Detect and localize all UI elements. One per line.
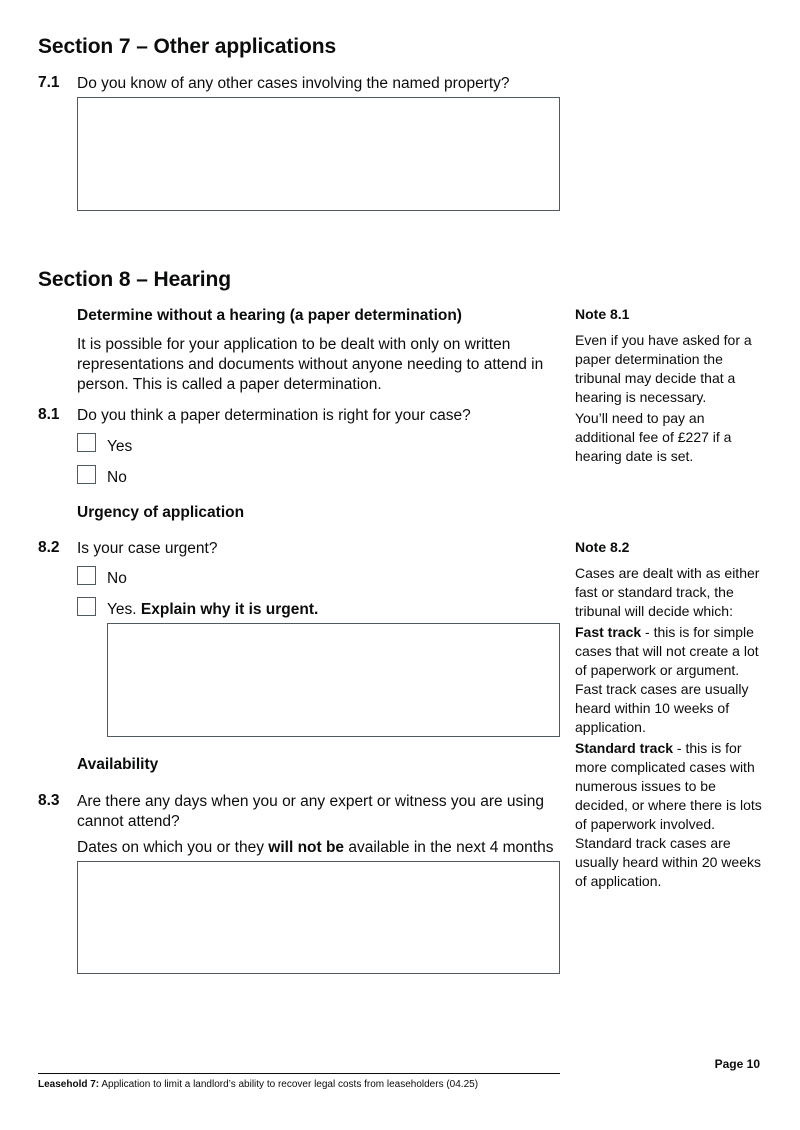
- question-number-8-3: 8.3: [38, 792, 60, 809]
- urgent-yes-checkbox[interactable]: [77, 597, 96, 616]
- note-8-2-fast-track: [575, 623, 767, 737]
- standard-track-label: Standard track: [575, 740, 674, 756]
- paper-determination-text: It is possible for your application to be dealt with only on written representations and documents without anyone needing to attend in person. This is called a paper determination.: [77, 336, 544, 393]
- dates-prefix: Dates on which you or they: [77, 839, 264, 856]
- question-number-8-1: 8.1: [38, 406, 60, 423]
- note-8-1-paragraph-2: You’ll need to pay an additional fee of £227 if a hearing date is set.: [575, 410, 732, 464]
- page-number: Page 10: [714, 1057, 760, 1071]
- paper-determination-heading: Determine without a hearing (a paper determination): [77, 307, 462, 324]
- dates-emphasis: will not be: [268, 839, 345, 856]
- availability-heading: Availability: [77, 756, 159, 773]
- note-8-2-body: [575, 564, 767, 893]
- footer-form-code: Leasehold 7:: [38, 1079, 100, 1090]
- section-8-heading: Section 8 – Hearing: [38, 268, 231, 291]
- urgency-heading: Urgency of application: [77, 504, 245, 521]
- fast-track-label: Fast track: [575, 624, 642, 640]
- note-8-2-paragraph-1: Cases are dealt with as either fast or standard track, the tribunal will decide which:: [575, 565, 760, 619]
- paper-determination-no-label: No: [107, 469, 127, 486]
- dates-suffix: available in the next 4 months: [348, 839, 554, 856]
- urgent-yes-instruction: Explain why it is urgent.: [140, 601, 319, 618]
- paper-determination-no-checkbox[interactable]: [77, 465, 96, 484]
- standard-track-text: - this is for more complicated cases with numerous issues to be decided, or where there is lots of paperwork involved. Standard track cases are usually heard within 20 weeks of application.: [575, 740, 762, 889]
- note-8-1-paragraph-1: Even if you have asked for a paper determination the tribunal may decide that a hearing is necessary.: [575, 332, 752, 405]
- footer-form-reference: [38, 1079, 478, 1090]
- other-cases-input[interactable]: [77, 97, 560, 211]
- note-8-2-standard-track: [575, 739, 767, 891]
- urgency-reason-input[interactable]: [107, 623, 560, 737]
- note-8-1-body: [575, 331, 765, 468]
- question-number-8-2: 8.2: [38, 539, 60, 556]
- note-8-1-title: Note 8.1: [575, 306, 630, 322]
- urgent-no-label: No: [107, 570, 127, 587]
- urgent-yes-prefix: Yes.: [107, 601, 137, 618]
- question-8-1-text: Do you think a paper determination is right for your case?: [77, 407, 471, 424]
- question-8-3-text: Are there any days when you or any expert or witness you are using cannot attend?: [77, 793, 544, 830]
- question-number-7-1: 7.1: [38, 74, 60, 91]
- question-8-2-text: Is your case urgent?: [77, 540, 218, 557]
- paper-determination-yes-checkbox[interactable]: [77, 433, 96, 452]
- dates-instruction: [77, 838, 567, 858]
- fast-track-text: - this is for simple cases that will not create a lot of paperwork or argument. Fast track cases are usually heard within 10 weeks of application.: [575, 624, 759, 735]
- footer-divider: [38, 1073, 560, 1074]
- urgent-yes-label: [107, 601, 318, 619]
- section-7-heading: Section 7 – Other applications: [38, 35, 337, 58]
- note-8-2-title: Note 8.2: [575, 539, 630, 555]
- question-7-1-text: Do you know of any other cases involving the named property?: [77, 75, 510, 92]
- urgent-no-checkbox[interactable]: [77, 566, 96, 585]
- footer-form-title: Application to limit a landlord’s ability to recover legal costs from leaseholders (04.25): [101, 1079, 479, 1090]
- unavailable-dates-input[interactable]: [77, 861, 560, 974]
- paper-determination-yes-label: Yes: [107, 438, 133, 455]
